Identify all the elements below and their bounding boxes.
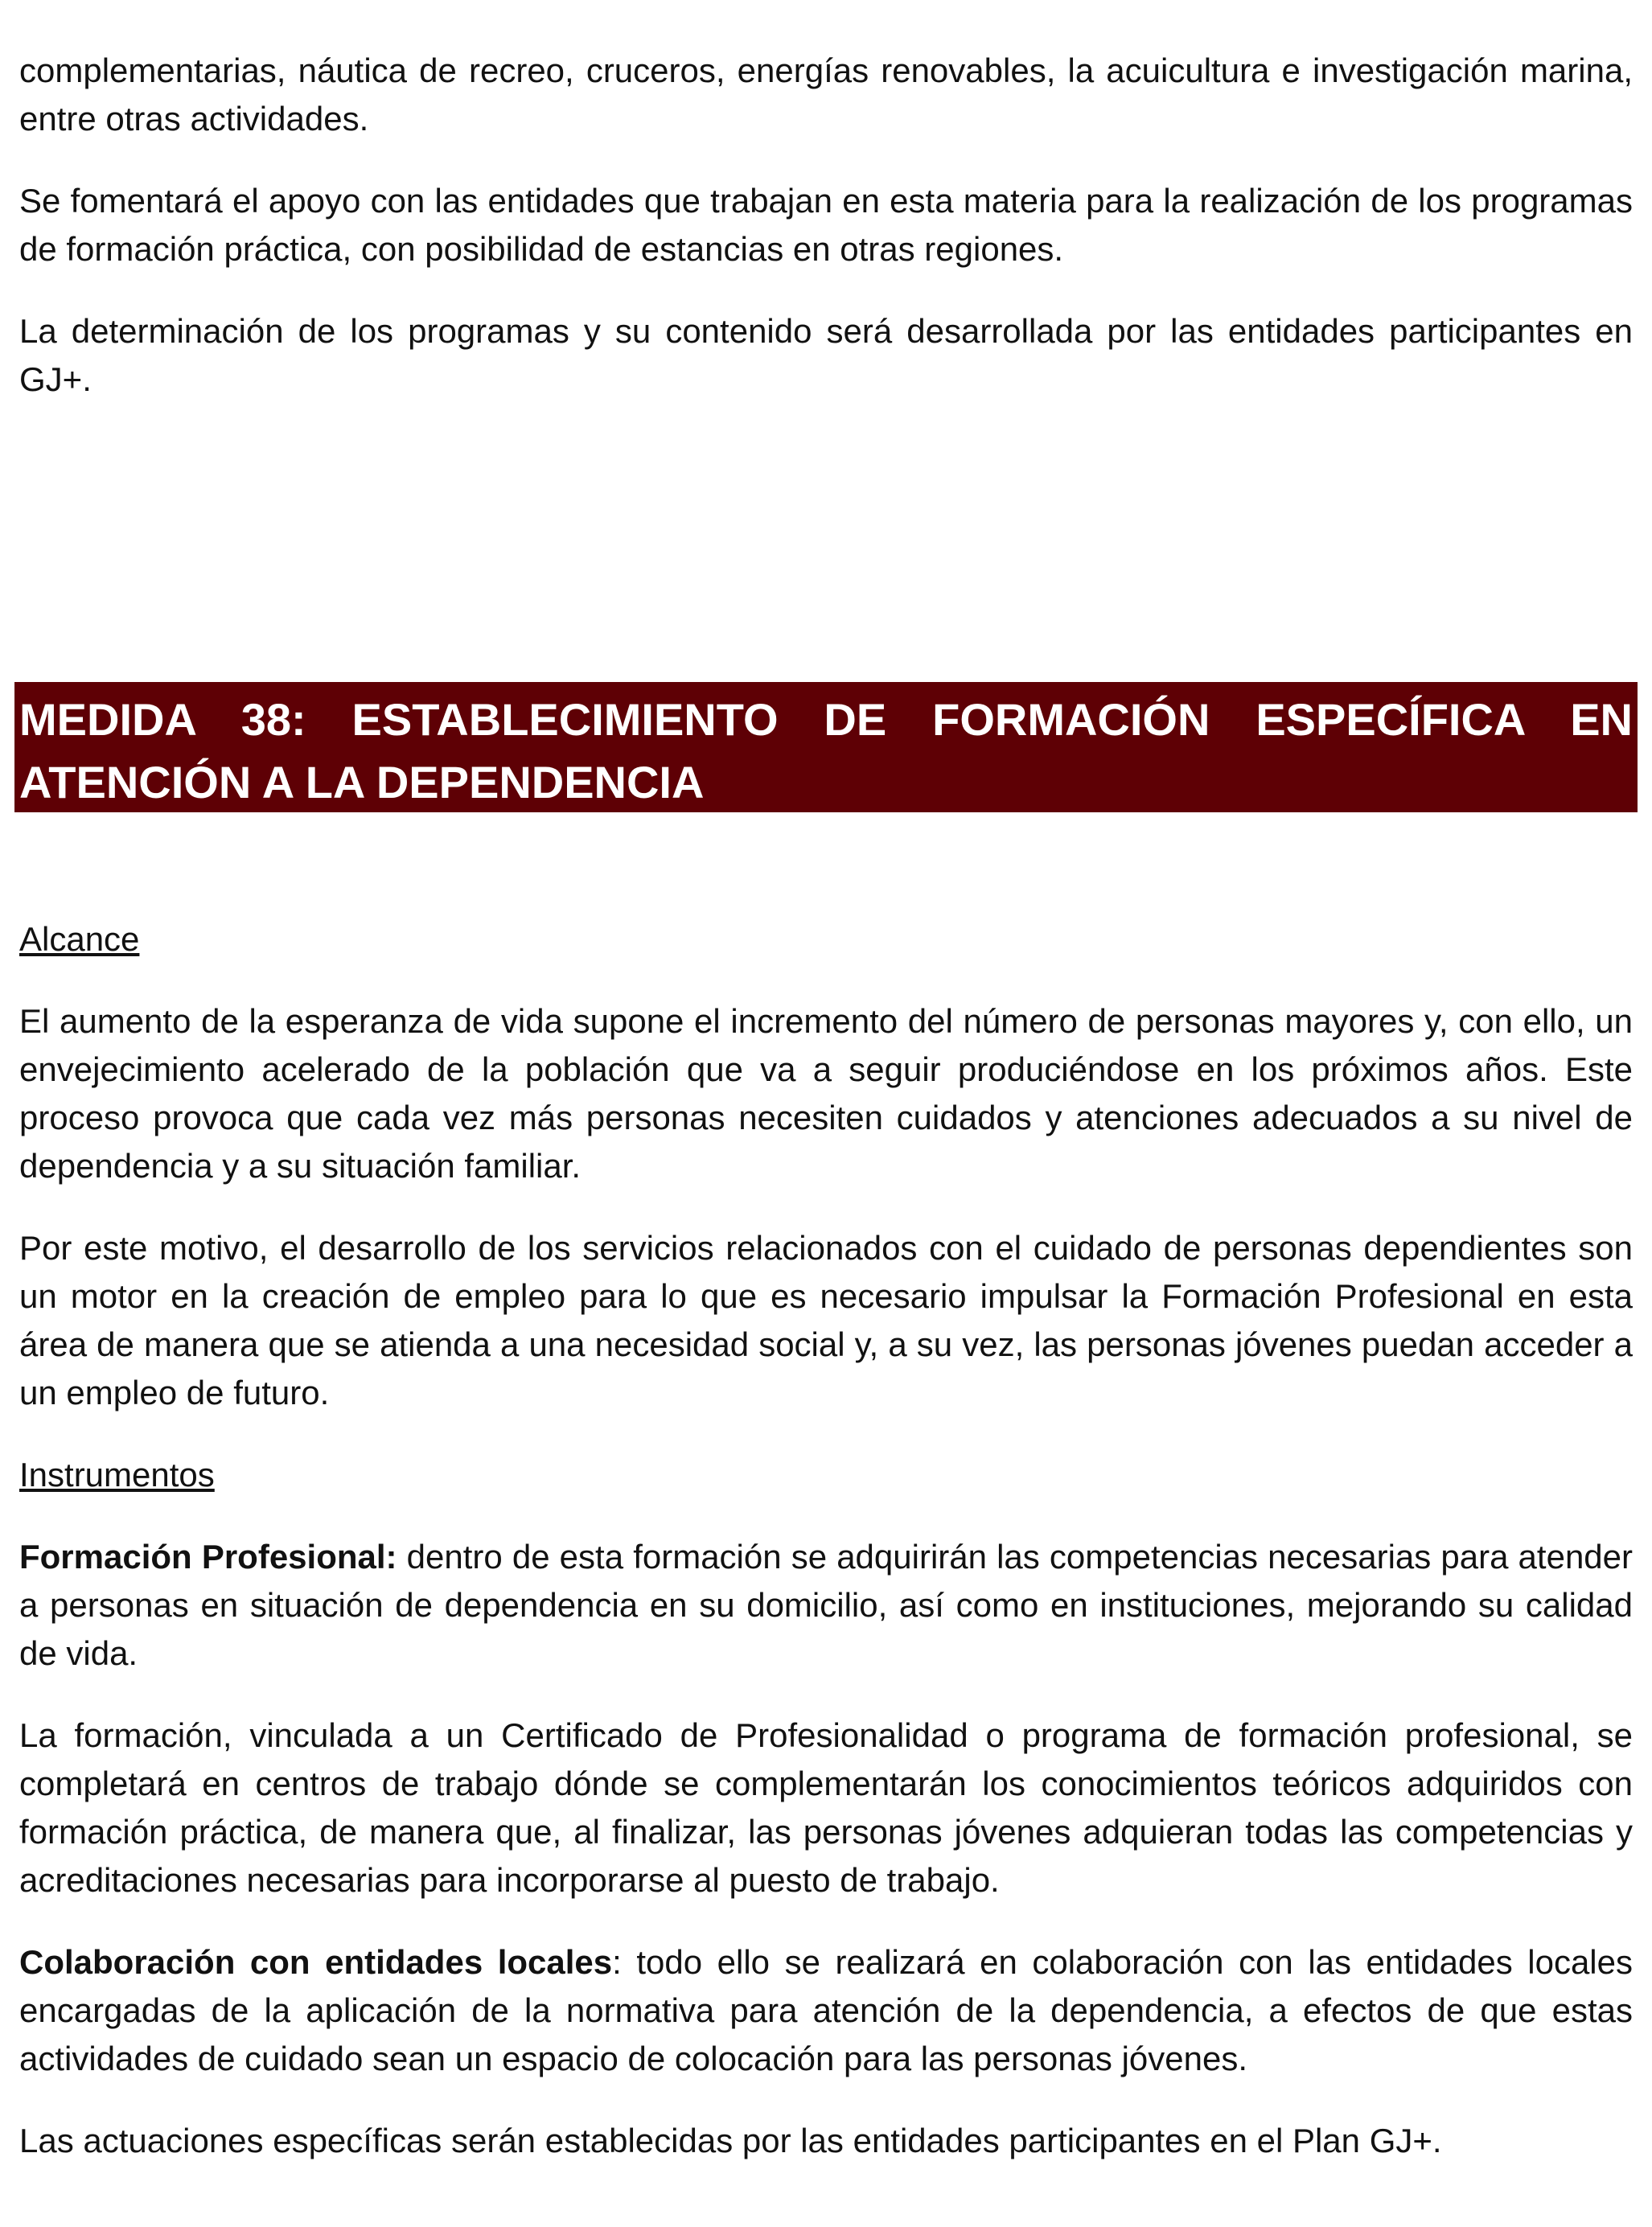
alcance-heading: Alcance (19, 920, 140, 958)
main-section (19, 915, 1633, 2199)
fp-label: Formación Profesional: (19, 1538, 397, 1576)
colaboracion-label: Colaboración con entidades locales (19, 1943, 613, 1981)
intro-paragraph-3: La determinación de los programas y su contenido será desarrollada por las entidades participantes en GJ+. (19, 312, 1633, 398)
fp-text: dentro de esta formación se adquirirán las competencias necesarias para atender a personas en situación de dependencia en su domicilio, así como en instituciones, mejorando su calidad de vida. (19, 1538, 1634, 1672)
measure-banner (14, 682, 1638, 812)
intro-paragraph-2: Se fomentará el apoyo con las entidades que trabajan en esta materia para la realización de los programas de formación práctica, con posibilidad de estancias en otras regiones. (19, 182, 1633, 268)
intro-paragraph-1: complementarias, náutica de recreo, cruceros, energías renovables, la acuicultura e investigación marina, entre otras actividades. (19, 51, 1633, 138)
formacion-paragraph: La formación, vinculada a un Certificado de Profesionalidad o programa de formación profesional, se completará en centros de trabajo dónde se complementarán los conocimientos teóricos adquiridos con formación práctica, de manera que, al finalizar, las personas jóvenes adquieran todas las competencias y acreditaciones necesarias para incorporarse al puesto de trabajo. (19, 1716, 1633, 1899)
intro-section (19, 47, 1633, 438)
colaboracion-paragraph (19, 1938, 1633, 2083)
fp-paragraph (19, 1533, 1633, 1678)
alcance-paragraph-1: El aumento de la esperanza de vida supone el incremento del número de personas mayores y, con ello, un envejecimiento acelerado de la población que va a seguir produciéndose en los próximos años. Este proceso provoca que cada vez más personas necesiten cuidados y atenciones adecuados a su nivel de dependencia y a su situación familiar. (19, 1002, 1633, 1185)
measure-title: MEDIDA 38: ESTABLECIMIENTO DE FORMACIÓN ESPECÍFICA EN ATENCIÓN A LA DEPENDENCIA (19, 694, 1633, 807)
colaboracion-text: : todo ello se realizará en colaboración con las entidades locales encargadas de la aplicación de la normativa para atención de la dependencia, a efectos de que estas actividades de cuidado sean un espacio de colocación para las personas jóvenes. (19, 1943, 1633, 2077)
instrumentos-heading: Instrumentos (19, 1456, 215, 1494)
final-paragraph: Las actuaciones específicas serán establecidas por las entidades participantes en el Plan GJ+. (19, 2122, 1442, 2159)
alcance-paragraph-2: Por este motivo, el desarrollo de los servicios relacionados con el cuidado de personas dependientes son un motor en la creación de empleo para lo que es necesario impulsar la Formación Profesional en esta área de manera que se atienda a una necesidad social y, a su vez, las personas jóvenes puedan acceder a un empleo de futuro. (19, 1229, 1633, 1411)
